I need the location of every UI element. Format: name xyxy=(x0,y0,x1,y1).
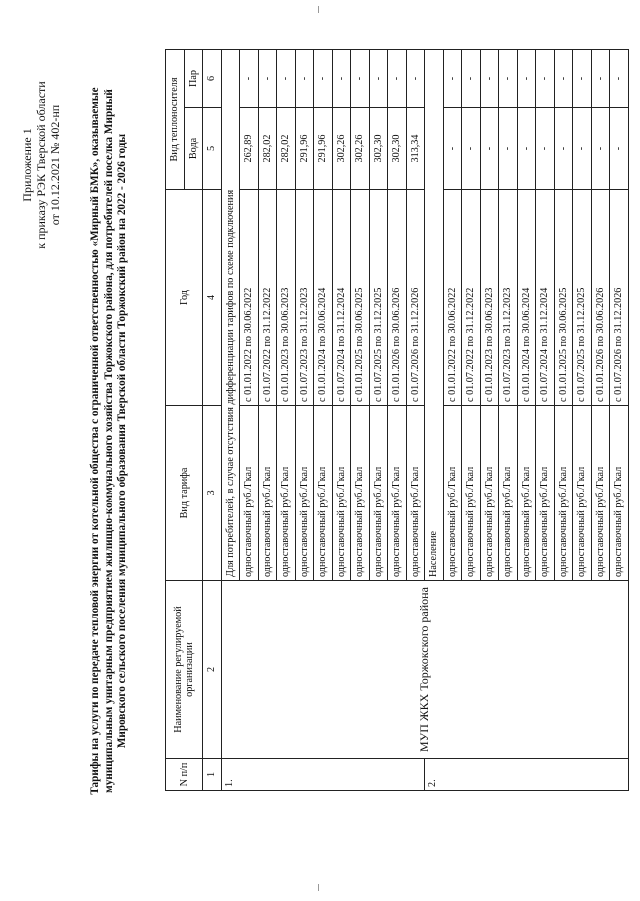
document-title xyxy=(89,51,130,831)
water-tariff-cell: 302,30 xyxy=(369,108,388,190)
tariff-type-cell: одноставочный руб./Гкал xyxy=(462,406,481,581)
column-number-6: 6 xyxy=(203,49,222,107)
tariff-type-cell: одноставочный руб./Гкал xyxy=(295,406,314,581)
steam-tariff-cell: - xyxy=(240,49,259,107)
period-cell: с 01.07.2024 по 31.12.2024 xyxy=(332,190,351,406)
period-cell: с 01.01.2025 по 30.06.2025 xyxy=(351,190,370,406)
water-tariff-cell: 282,02 xyxy=(258,108,277,190)
title-line-2: муниципальным унитарным предприятием жилищно-коммунального хозяйства Торжокского района, для потребителей поселка Мирный xyxy=(102,89,115,793)
water-tariff-cell: - xyxy=(462,108,481,190)
column-number-4: 4 xyxy=(203,190,222,406)
water-tariff-cell: 302,26 xyxy=(351,108,370,190)
water-tariff-cell: 291,96 xyxy=(295,108,314,190)
steam-tariff-cell: - xyxy=(554,49,573,107)
tariff-table xyxy=(165,49,629,791)
steam-tariff-cell: - xyxy=(369,49,388,107)
period-cell: с 01.01.2024 по 30.06.2024 xyxy=(517,190,536,406)
tariff-type-cell: одноставочный руб./Гкал xyxy=(369,406,388,581)
water-tariff-cell: - xyxy=(443,108,462,190)
tariff-type-cell: одноставочный руб./Гкал xyxy=(591,406,610,581)
steam-tariff-cell: - xyxy=(351,49,370,107)
page-mark-right xyxy=(318,6,319,13)
tariff-type-cell: одноставочный руб./Гкал xyxy=(332,406,351,581)
water-tariff-cell: 262,89 xyxy=(240,108,259,190)
header-water: Вода xyxy=(184,108,203,190)
period-cell: с 01.01.2023 по 30.06.2023 xyxy=(480,190,499,406)
water-tariff-cell: 302,26 xyxy=(332,108,351,190)
tariff-type-cell: одноставочный руб./Гкал xyxy=(536,406,555,581)
table-body xyxy=(221,49,628,790)
period-cell: с 01.01.2024 по 30.06.2024 xyxy=(314,190,333,406)
tariff-type-cell: одноставочный руб./Гкал xyxy=(258,406,277,581)
appendix-line-3: от 10.12.2021 № 402-нп xyxy=(48,104,62,226)
water-tariff-cell: - xyxy=(610,108,629,190)
tariff-type-cell: одноставочный руб./Гкал xyxy=(406,406,425,581)
period-cell: с 01.07.2026 по 31.12.2026 xyxy=(610,190,629,406)
period-cell: с 01.01.2025 по 30.06.2025 xyxy=(554,190,573,406)
period-cell: с 01.01.2026 по 30.06.2026 xyxy=(591,190,610,406)
tariff-type-cell: одноставочный руб./Гкал xyxy=(517,406,536,581)
steam-tariff-cell: - xyxy=(406,49,425,107)
period-cell: с 01.01.2026 по 30.06.2026 xyxy=(388,190,407,406)
steam-tariff-cell: - xyxy=(295,49,314,107)
steam-tariff-cell: - xyxy=(499,49,518,107)
page-mark-left xyxy=(318,884,319,891)
title-line-3: Мировского сельского поселения муниципального образования Тверской области Торжокский район на 2022 - 2026 годы xyxy=(116,133,128,749)
tariff-type-cell: одноставочный руб./Гкал xyxy=(277,406,296,581)
tariff-type-cell: одноставочный руб./Гкал xyxy=(573,406,592,581)
water-tariff-cell: 282,02 xyxy=(277,108,296,190)
group-row xyxy=(221,49,240,790)
appendix-line-1: Приложение 1 xyxy=(20,128,34,202)
header-organization: Наименование регулируемой организации xyxy=(166,581,203,759)
steam-tariff-cell: - xyxy=(591,49,610,107)
row-number: 1. xyxy=(221,759,425,791)
water-tariff-cell: - xyxy=(517,108,536,190)
water-tariff-cell: - xyxy=(591,108,610,190)
water-tariff-cell: - xyxy=(554,108,573,190)
water-tariff-cell: 291,96 xyxy=(314,108,333,190)
steam-tariff-cell: - xyxy=(314,49,333,107)
column-number-2: 2 xyxy=(203,581,222,759)
period-cell: с 01.07.2025 по 31.12.2025 xyxy=(573,190,592,406)
period-cell: с 01.01.2022 по 30.06.2022 xyxy=(443,190,462,406)
consumer-group-label: Население xyxy=(425,49,444,580)
appendix-header xyxy=(20,45,62,285)
period-cell: с 01.07.2025 по 31.12.2025 xyxy=(369,190,388,406)
tariff-type-cell: одноставочный руб./Гкал xyxy=(443,406,462,581)
header-steam: Пар xyxy=(184,49,203,107)
header-tariff-type: Вид тарифа xyxy=(166,406,203,581)
steam-tariff-cell: - xyxy=(573,49,592,107)
header-number: N п/п xyxy=(166,759,203,791)
column-number-3: 3 xyxy=(203,406,222,581)
period-cell: с 01.07.2022 по 31.12.2022 xyxy=(258,190,277,406)
tariff-type-cell: одноставочный руб./Гкал xyxy=(388,406,407,581)
tariff-type-cell: одноставочный руб./Гкал xyxy=(554,406,573,581)
period-cell: с 01.01.2023 по 30.06.2023 xyxy=(277,190,296,406)
period-cell: с 01.07.2026 по 31.12.2026 xyxy=(406,190,425,406)
consumer-group-label: Для потребителей, в случае отсутствия дифференциации тарифов по схеме подключения xyxy=(221,49,240,580)
header-year: Год xyxy=(166,190,203,406)
tariff-type-cell: одноставочный руб./Гкал xyxy=(314,406,333,581)
steam-tariff-cell: - xyxy=(332,49,351,107)
steam-tariff-cell: - xyxy=(277,49,296,107)
water-tariff-cell: - xyxy=(499,108,518,190)
tariff-type-cell: одноставочный руб./Гкал xyxy=(480,406,499,581)
tariff-type-cell: одноставочный руб./Гкал xyxy=(499,406,518,581)
steam-tariff-cell: - xyxy=(536,49,555,107)
water-tariff-cell: - xyxy=(536,108,555,190)
water-tariff-cell: 302,30 xyxy=(388,108,407,190)
organization-name: МУП ЖКХ Торжокского района xyxy=(221,581,628,759)
steam-tariff-cell: - xyxy=(517,49,536,107)
row-number: 2. xyxy=(425,759,629,791)
steam-tariff-cell: - xyxy=(610,49,629,107)
water-tariff-cell: 313,34 xyxy=(406,108,425,190)
steam-tariff-cell: - xyxy=(462,49,481,107)
tariff-type-cell: одноставочный руб./Гкал xyxy=(610,406,629,581)
period-cell: с 01.07.2022 по 31.12.2022 xyxy=(462,190,481,406)
steam-tariff-cell: - xyxy=(480,49,499,107)
period-cell: с 01.07.2024 по 31.12.2024 xyxy=(536,190,555,406)
header-heat-carrier: Вид теплоносителя xyxy=(166,49,185,189)
column-number-5: 5 xyxy=(203,108,222,190)
period-cell: с 01.01.2022 по 30.06.2022 xyxy=(240,190,259,406)
water-tariff-cell: - xyxy=(480,108,499,190)
period-cell: с 01.07.2023 по 31.12.2023 xyxy=(499,190,518,406)
water-tariff-cell: - xyxy=(573,108,592,190)
appendix-line-2: к приказу РЭК Тверской области xyxy=(34,81,48,249)
steam-tariff-cell: - xyxy=(443,49,462,107)
steam-tariff-cell: - xyxy=(258,49,277,107)
column-number-1: 1 xyxy=(203,759,222,791)
period-cell: с 01.07.2023 по 31.12.2023 xyxy=(295,190,314,406)
tariff-type-cell: одноставочный руб./Гкал xyxy=(240,406,259,581)
title-line-1: Тарифы на услуги по передаче тепловой энергии от котельной общества с ограниченной ответственностью «Мирный БМК», оказываемые xyxy=(89,87,101,795)
steam-tariff-cell: - xyxy=(388,49,407,107)
tariff-type-cell: одноставочный руб./Гкал xyxy=(351,406,370,581)
